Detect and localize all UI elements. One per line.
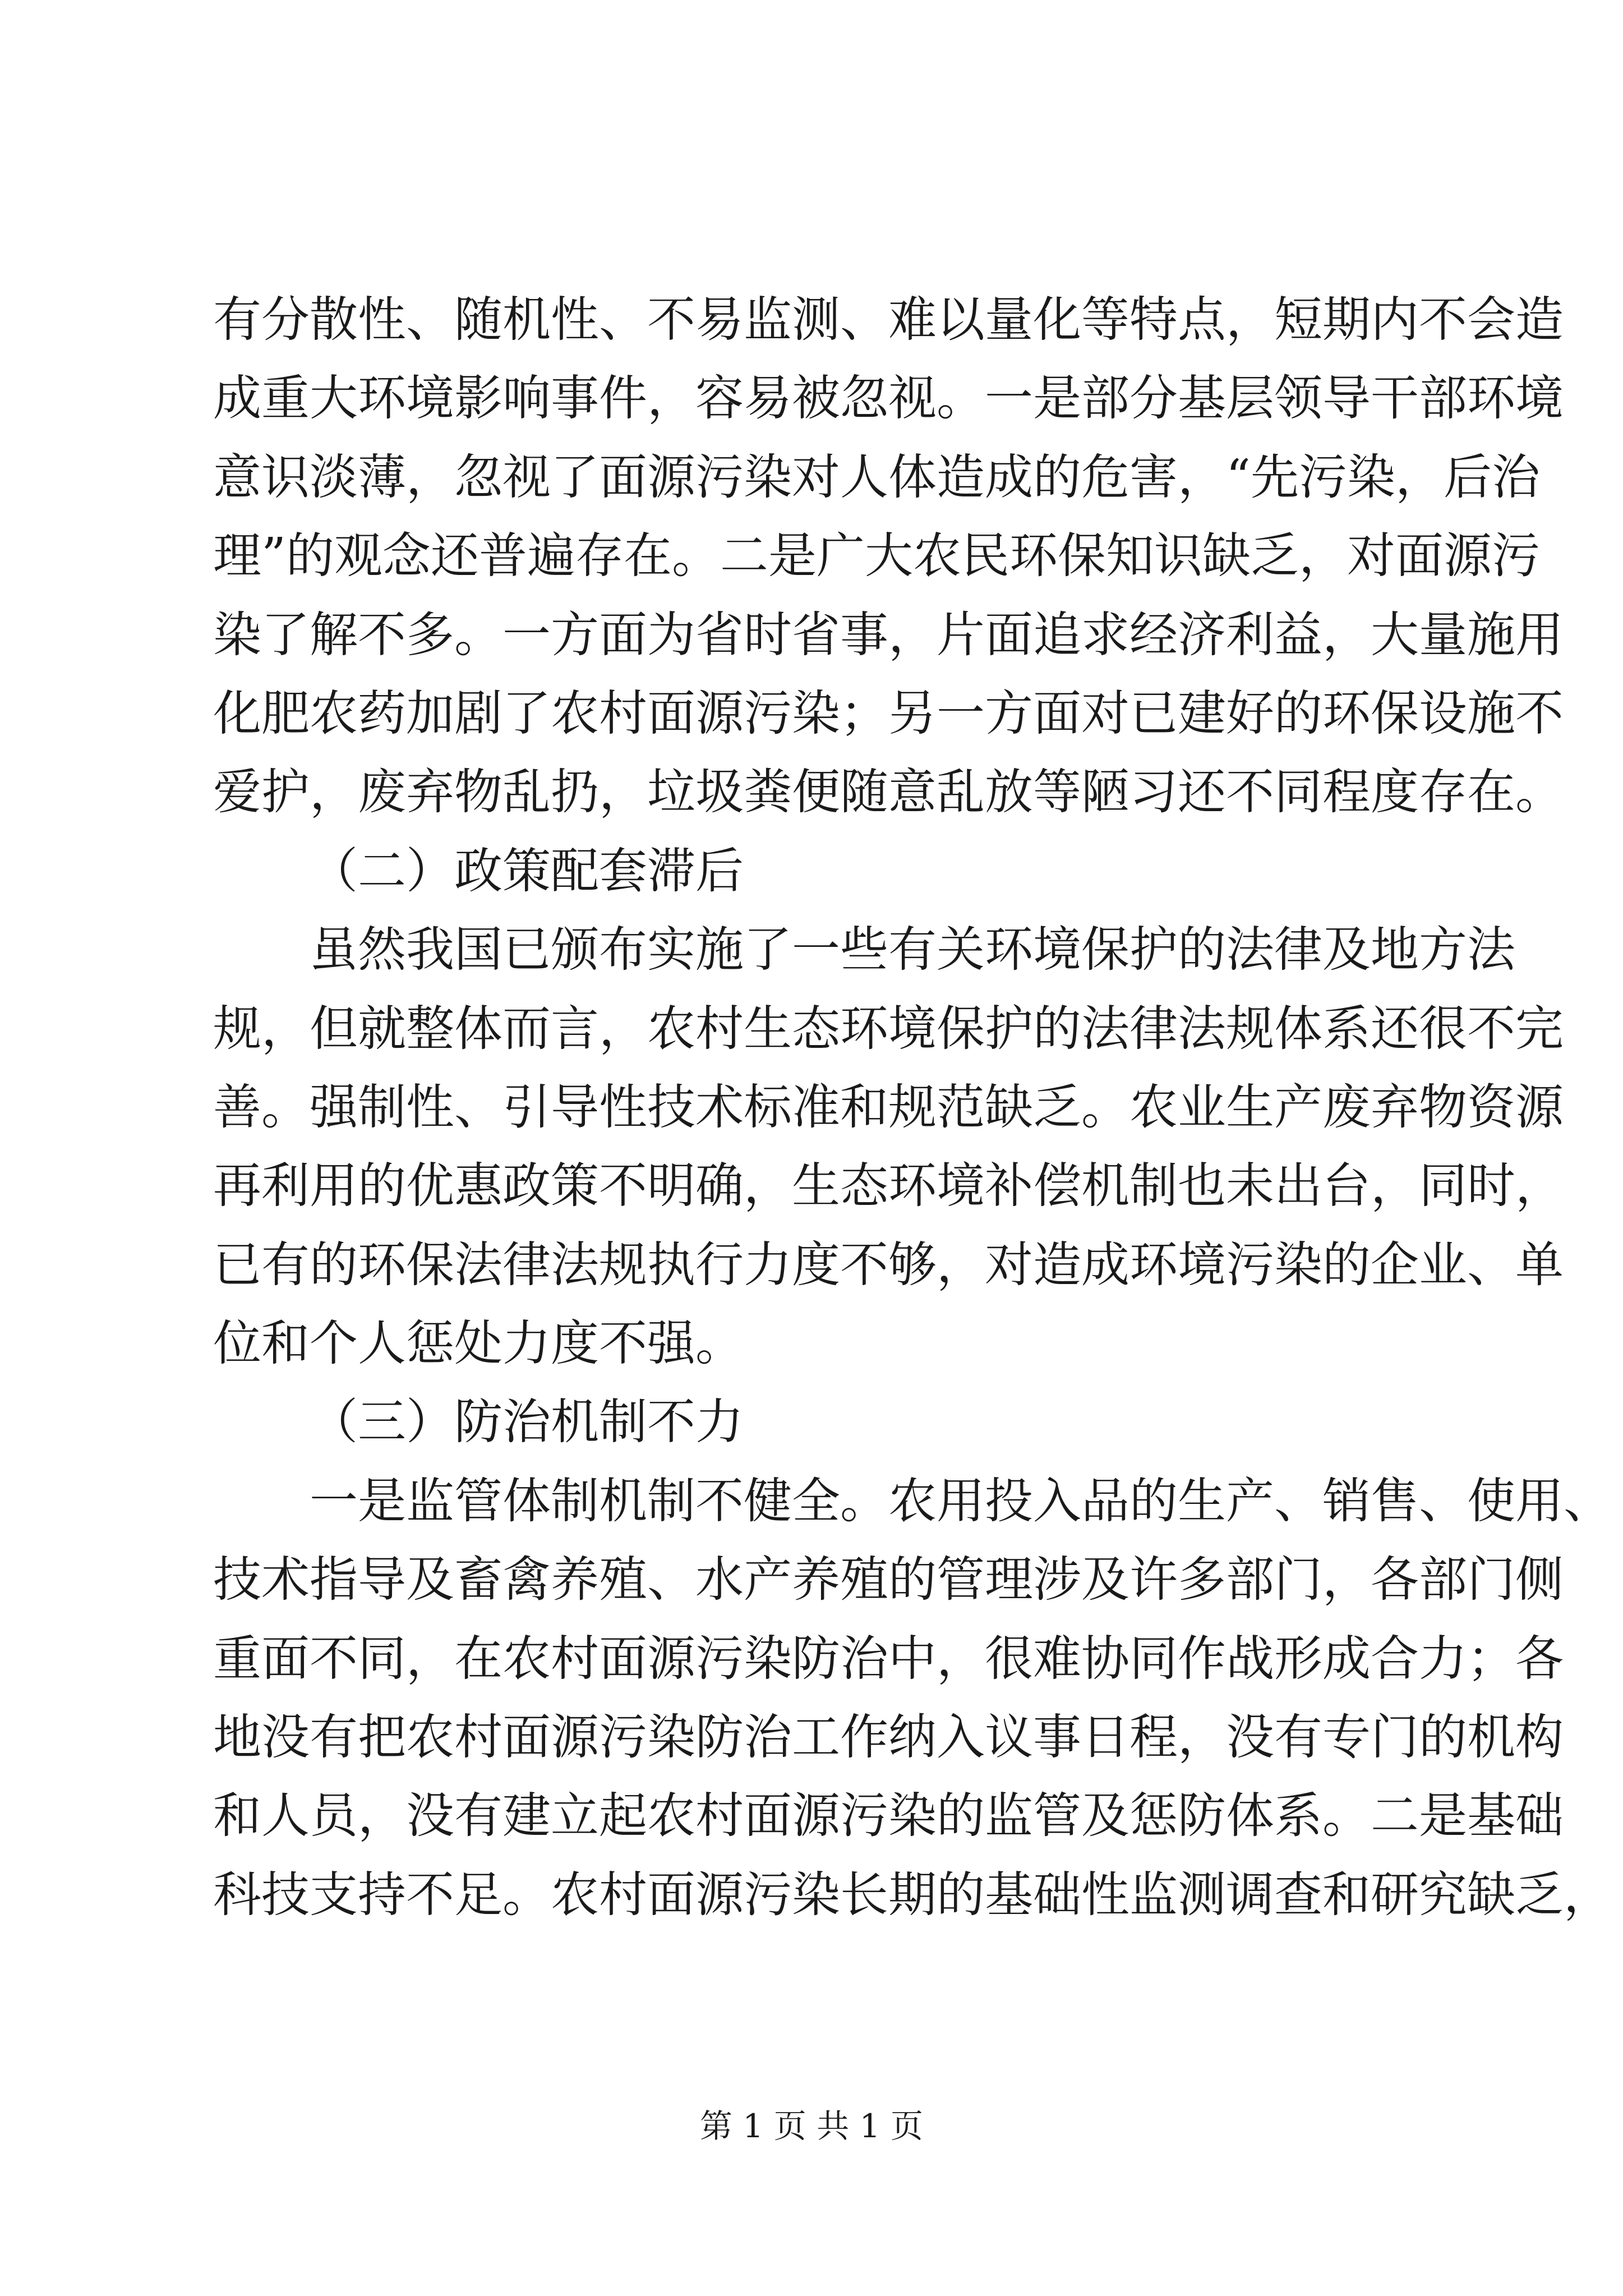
- paragraph-policy: [213, 910, 1564, 1383]
- section-heading-mechanism: （三）防治机制不力: [310, 1394, 744, 1451]
- paragraph-mechanism: [213, 1462, 1612, 1934]
- section-heading-policy: （二）政策配套滞后: [310, 843, 744, 899]
- text-line: 科技支持不足。农村面源污染长期的基础性监测调查和研究缺乏，: [213, 1866, 1612, 1923]
- text-line: 地没有把农村面源污染防治工作纳入议事日程，没有专门的机构: [213, 1709, 1564, 1766]
- text-line: 再利用的优惠政策不明确，生态环境补偿机制也未出台，同时，: [213, 1158, 1564, 1214]
- page-footer: 第 1 页 共 1 页: [700, 2107, 923, 2145]
- text-line: 染了解不多。一方面为省时省事，片面追求经济利益，大量施用: [213, 606, 1564, 663]
- text-line: 理”的观念还普遍存在。二是广大农民环保知识缺乏，对面源污: [213, 528, 1540, 585]
- text-line: 意识淡薄，忽视了面源污染对人体造成的危害，“先污染，后治: [213, 449, 1540, 505]
- text-line: 一是监管体制机制不健全。农用投入品的生产、销售、使用、: [310, 1473, 1612, 1529]
- text-line: 规，但就整体而言，农村生态环境保护的法律法规体系还很不完: [213, 1000, 1564, 1057]
- text-line: 技术指导及畜禽养殖、水产养殖的管理涉及许多部门，各部门侧: [213, 1552, 1564, 1608]
- text-line: 善。强制性、引导性技术标准和规范缺乏。农业生产废弃物资源: [213, 1079, 1564, 1135]
- document-body: [213, 280, 1612, 1934]
- text-line: 爱护，废弃物乱扔，垃圾粪便随意乱放等陋习还不同程度存在。: [213, 764, 1564, 821]
- text-line: 已有的环保法律法规执行力度不够，对造成环境污染的企业、单: [213, 1236, 1564, 1293]
- text-line: 位和个人惩处力度不强。: [213, 1315, 744, 1372]
- text-line: 成重大环境影响事件，容易被忽视。一是部分基层领导干部环境: [213, 370, 1564, 427]
- text-line: 虽然我国已颁布实施了一些有关环境保护的法律及地方法: [310, 922, 1515, 978]
- text-line: 重面不同，在农村面源污染防治中，很难协同作战形成合力；各: [213, 1630, 1564, 1687]
- paragraph-continued: [213, 280, 1564, 832]
- text-line: 化肥农药加剧了农村面源污染；另一方面对已建好的环保设施不: [213, 685, 1564, 742]
- text-line: 有分散性、随机性、不易监测、难以量化等特点，短期内不会造: [213, 292, 1564, 348]
- text-line: 和人员，没有建立起农村面源污染的监管及惩防体系。二是基础: [213, 1788, 1564, 1844]
